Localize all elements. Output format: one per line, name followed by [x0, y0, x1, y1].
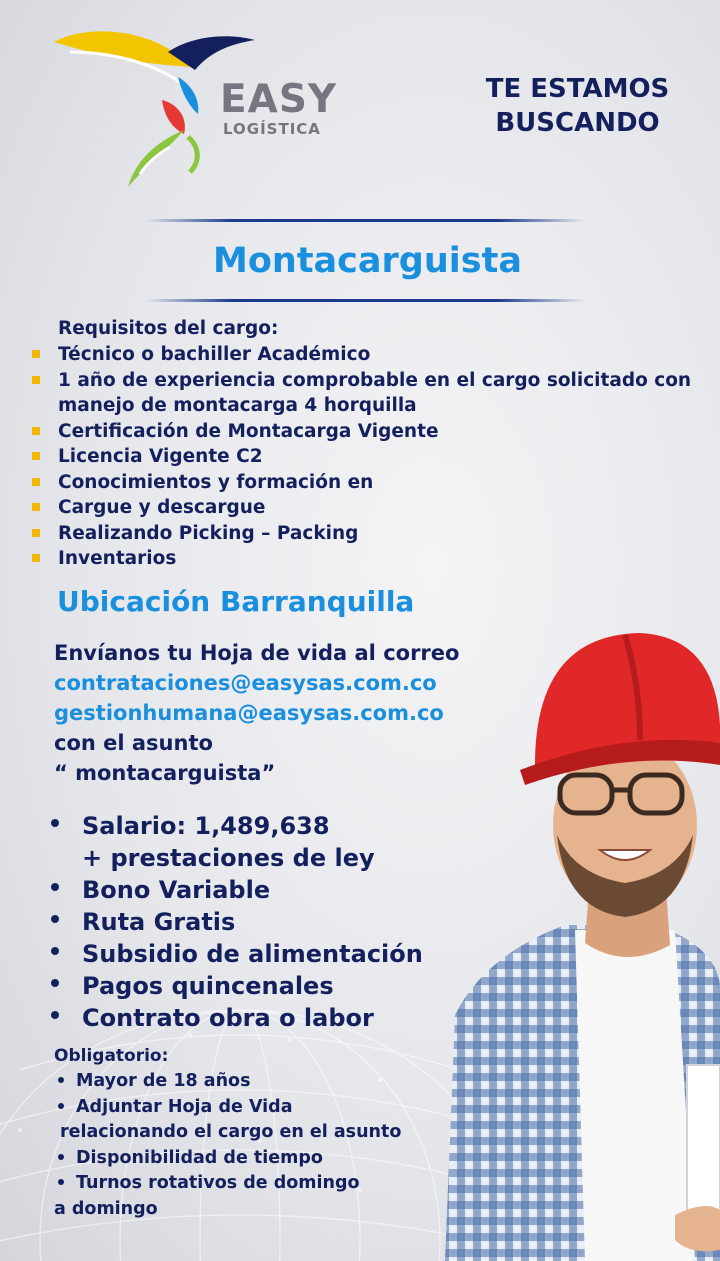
benefit-item: Subsidio de alimentación [50, 938, 470, 970]
square-bullet-icon [32, 376, 40, 384]
requirement-item: Realizando Picking – Packing [32, 521, 692, 547]
application-intro: Envíanos tu Hoja de vida al correo [54, 641, 460, 665]
bullet-icon [51, 979, 59, 987]
square-bullet-icon [32, 452, 40, 460]
application-instructions [54, 638, 459, 788]
divider-top [145, 219, 585, 222]
square-bullet-icon [32, 350, 40, 358]
email-link-gestionhumana[interactable]: gestionhumana@easysas.com.co [54, 701, 444, 725]
square-bullet-icon [32, 503, 40, 511]
subject-text: “ montacarguista” [54, 761, 276, 785]
square-bullet-icon [32, 529, 40, 537]
company-logo [50, 22, 350, 197]
square-bullet-icon [32, 427, 40, 435]
email-link-contrataciones[interactable]: contrataciones@easysas.com.co [54, 671, 437, 695]
benefit-item: Pagos quincenales [50, 970, 470, 1002]
subject-intro: con el asunto [54, 731, 213, 755]
requirement-item: Cargue y descargue [32, 495, 692, 521]
bullet-icon [51, 1011, 59, 1019]
mandatory-list [54, 1069, 474, 1222]
mandatory-section [54, 1044, 474, 1222]
requirements-section [32, 316, 692, 572]
logo-name: EASY [220, 77, 338, 122]
divider-bottom [145, 299, 585, 302]
bullet-icon [51, 883, 59, 891]
mandatory-heading: Obligatorio: [54, 1046, 169, 1066]
bullet-icon [51, 947, 59, 955]
benefit-item: Contrato obra o labor [50, 1002, 470, 1034]
mandatory-item: Mayor de 18 años [54, 1069, 474, 1095]
requirement-item: Inventarios [32, 546, 692, 572]
mandatory-item: Adjuntar Hoja de Vida relacionando el cargo en el asunto [60, 1096, 402, 1142]
mandatory-item: Turnos rotativos de domingo a domingo [54, 1173, 360, 1219]
bullet-icon [51, 819, 59, 827]
benefit-item: Ruta Gratis [50, 906, 470, 938]
bullet-icon [58, 1179, 64, 1185]
requirement-item: Conocimientos y formación en [32, 470, 692, 496]
requirement-item: Técnico o bachiller Académico [32, 342, 692, 368]
headline [470, 72, 685, 140]
location-heading: Ubicación Barranquilla [57, 585, 415, 618]
square-bullet-icon [32, 478, 40, 486]
headline-line-1: TE ESTAMOS [485, 74, 670, 104]
benefit-item: Bono Variable [50, 874, 470, 906]
bullet-icon [58, 1077, 64, 1083]
requirement-item: Certificación de Montacarga Vigente [32, 419, 692, 445]
worker-with-hardhat-photo [425, 625, 720, 1261]
bullet-icon [58, 1103, 64, 1109]
headline-line-2: BUSCANDO [495, 108, 660, 138]
logo-wordmark [220, 77, 338, 138]
requirement-item: Licencia Vigente C2 [32, 444, 692, 470]
requirements-list [32, 342, 692, 572]
benefits-list [50, 810, 470, 1034]
requirements-heading: Requisitos del cargo: [58, 318, 279, 339]
bullet-icon [51, 915, 59, 923]
requirement-item: 1 año de experiencia comprobable en el cargo solicitado con manejo de montacarga 4 horquilla [32, 368, 692, 419]
mandatory-item: Disponibilidad de tiempo [54, 1146, 474, 1172]
benefits-section [50, 810, 470, 1034]
bullet-icon [58, 1154, 64, 1160]
job-title: Montacarguista [213, 241, 522, 281]
benefit-item: Salario: 1,489,638 + prestaciones de ley [50, 810, 470, 874]
square-bullet-icon [32, 554, 40, 562]
logo-subtitle: LOGÍSTICA [223, 120, 321, 138]
